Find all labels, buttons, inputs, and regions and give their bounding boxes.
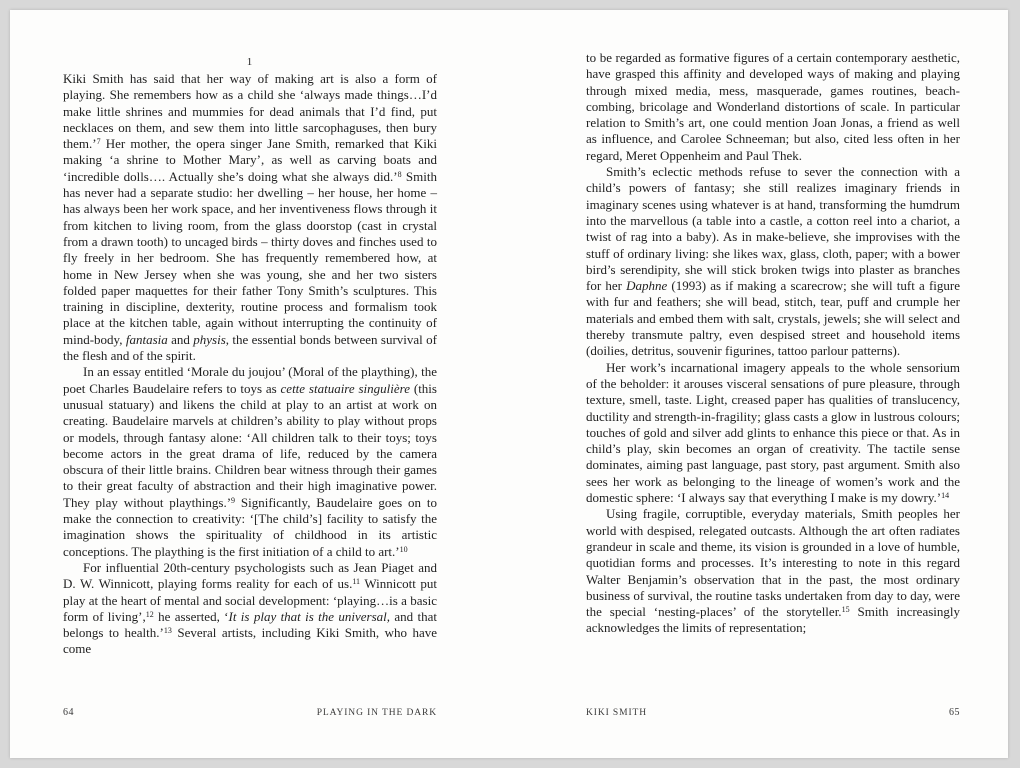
body-paragraph (63, 71, 437, 364)
right-text-column (586, 50, 960, 637)
right-page-footer (586, 707, 960, 718)
text-run: Using fragile, corruptible, everyday materials, Smith peoples her world with despised, relegated outcasts. Although the art often radiates grandeur in scale and theme, its vision is grounded in a love of humble, quotidian forms and processes. It’s interesting to note in this regard Walter Benjamin’s observation that in the past, the most ordinary business of survival, the routine tasks undertaken from day to day, were the special ‘nesting-places’ of the storyteller. (586, 506, 960, 620)
text-run: and that belongs to health.’ (63, 608, 438, 641)
text-run: , the essential bonds between survival of the flesh and of the spirit. (63, 331, 437, 364)
text-run: Significantly, Baudelaire goes on to make the connection to creativity: ‘[The child’s] facility to satisfy the imagination shows the spirituality of childhood in its artistic conceptions. The plaything is the first initiation of a child to art.’ (63, 494, 437, 559)
left-page-number: 64 (63, 707, 74, 718)
footnote-marker: 8 (397, 169, 402, 179)
text-run: Winnicott put play at the heart of mental and social development: ‘playing…is a basic form of living’, (63, 576, 437, 624)
footnote-marker: 7 (96, 137, 101, 147)
footnote-marker: 12 (145, 609, 154, 619)
text-run: (1993) as if making a scarecrow; she will tuft a figure with fur and feathers; she will bead, stitch, tear, puff and crumple her materials and embed them with salt, crystals, jewels; she will select and thereby transmute paltry, even despised street and household items (doilies, detritus, souvenir figurines, tattoo parlour patterns). (586, 278, 960, 359)
footnote-marker: 15 (841, 605, 850, 615)
body-paragraph (63, 364, 437, 560)
body-paragraph (586, 50, 960, 164)
footnote-marker: 14 (941, 491, 950, 501)
right-page (510, 10, 1008, 758)
italic-text: physis (193, 331, 226, 347)
left-page (10, 10, 510, 758)
left-page-body (63, 71, 437, 658)
left-running-title: PLAYING IN THE DARK (316, 708, 437, 718)
body-paragraph (586, 506, 960, 636)
text-run: Kiki Smith has said that her way of making art is also a form of playing. She remembers how as a child she ‘always made things…I’d make little shrines and mummies for dead animals that I’d find, put necklaces on them, and sew them into little sarcophaguses, then bury them.’ (63, 71, 437, 152)
footnote-marker: 10 (399, 544, 408, 554)
left-page-footer (63, 707, 437, 718)
footnote-marker: 11 (352, 577, 361, 587)
text-run: Smith has never had a separate studio: her dwelling – her house, her home – has always been her work space, and her inventiveness flows through it from kitchen to living room, from the glass doorstop (cast in crystal from a drawn tooth) to uncaged birds – thirty doves and finches used to fly freely in her bedroom. She has frequently remembered how, at home in New Jersey when she was young, she and her two sisters folded paper maquettes for their father Tony Smith’s sculptures. This training in discipline, dexterity, routine process and formalism took place at the kitchen table, again without interrupting the continuity of mind-body, (63, 168, 437, 347)
text-run: For influential 20th-century psychologists such as Jean Piaget and D. W. Winnicott, playing forms reality for each of us. (63, 559, 437, 592)
body-paragraph (63, 560, 437, 658)
text-run: Her mother, the opera singer Jane Smith, remarked that Kiki making ‘a shrine to Mother Mary’, as well as carving boats and ‘incredible dolls…. Actually she’s doing what she always did.’ (63, 136, 437, 184)
italic-text: fantasia (125, 331, 168, 347)
right-page-body (586, 50, 960, 637)
section-number: 1 (246, 56, 254, 68)
text-run: Smith increasingly acknowledges the limits of representation; (586, 604, 960, 636)
book-spread (10, 10, 1008, 758)
text-run: and (167, 331, 194, 347)
body-paragraph (586, 164, 960, 360)
italic-text: cette statuaire singulière (280, 380, 411, 396)
text-run: (this unusual statuary) and likens the child at play to an artist at work on creating. Baudelaire marvels at children’s ability to play without props or models, through fantasy alone: ‘All children talk to their toys; toys become actors in the great drama of life, reduced by the camera obscura of their little brains. Children bear witness through their games to their great faculty of abstraction and their high imaginative power. They play without playthings.’ (63, 380, 437, 510)
right-page-number: 65 (949, 707, 960, 718)
text-run: he asserted, ‘ (153, 608, 229, 624)
text-run: to be regarded as formative figures of a certain contemporary aesthetic, have grasped this affinity and developed ways of making and playing through mixed media, mess, masquerade, games routines, beach-combing, bricolage and Wonderland distortions of scale. In particular relation to Smith’s art, one could mention Joan Jonas, a friend as well as influence, and Carolee Schneeman; but also, cited less often in her regard, Meret Oppenheim and Paul Thek. (586, 50, 960, 163)
text-run: Several artists, including Kiki Smith, who have come (63, 625, 437, 657)
text-run: In an essay entitled ‘Morale du joujou’ (Moral of the plaything), the poet Charles Baudelaire refers to toys as (63, 364, 437, 396)
right-running-title: KIKI SMITH (586, 708, 647, 718)
italic-text: It is play that is the universal, (228, 608, 391, 624)
italic-text: Daphne (626, 278, 668, 294)
footnote-marker: 9 (231, 495, 236, 505)
left-text-column (63, 54, 437, 658)
text-run: Her work’s incarnational imagery appeals to the whole sensorium of the beholder: it arouses visceral sensations of pure pleasure, through texture, smell, taste. Light, creased paper has qualities of translucency, ductility and strength-in-fragility; glass casts a glow in lustrous colours; touches of gold and silver add glints to enhance this piece or that. As in child’s play, skin becomes an organ of creativity. The tactile sense dominates, aiming past language, past story, past argument. Smith also sees her work as belonging to the lineage of women’s work and the domestic sphere: ‘I always say that everything I make is my dowry.’ (586, 359, 960, 506)
footnote-marker: 13 (163, 626, 172, 636)
body-paragraph (586, 360, 960, 507)
text-run: Smith’s eclectic methods refuse to sever the connection with a child’s powers of fantasy; she still realizes imaginary friends in imaginary scenes using whatever is at hand, transforming the humdrum into the marvellous (a table into a castle, a cotton reel into a chariot, a twist of rag into a baby). As in make-believe, she improvises with the stuff of ordinary living: she likes wax, glass, cloth, paper; with a bower bird’s serendipity, she will stick broken twigs into plaster as branches for her (586, 164, 960, 294)
